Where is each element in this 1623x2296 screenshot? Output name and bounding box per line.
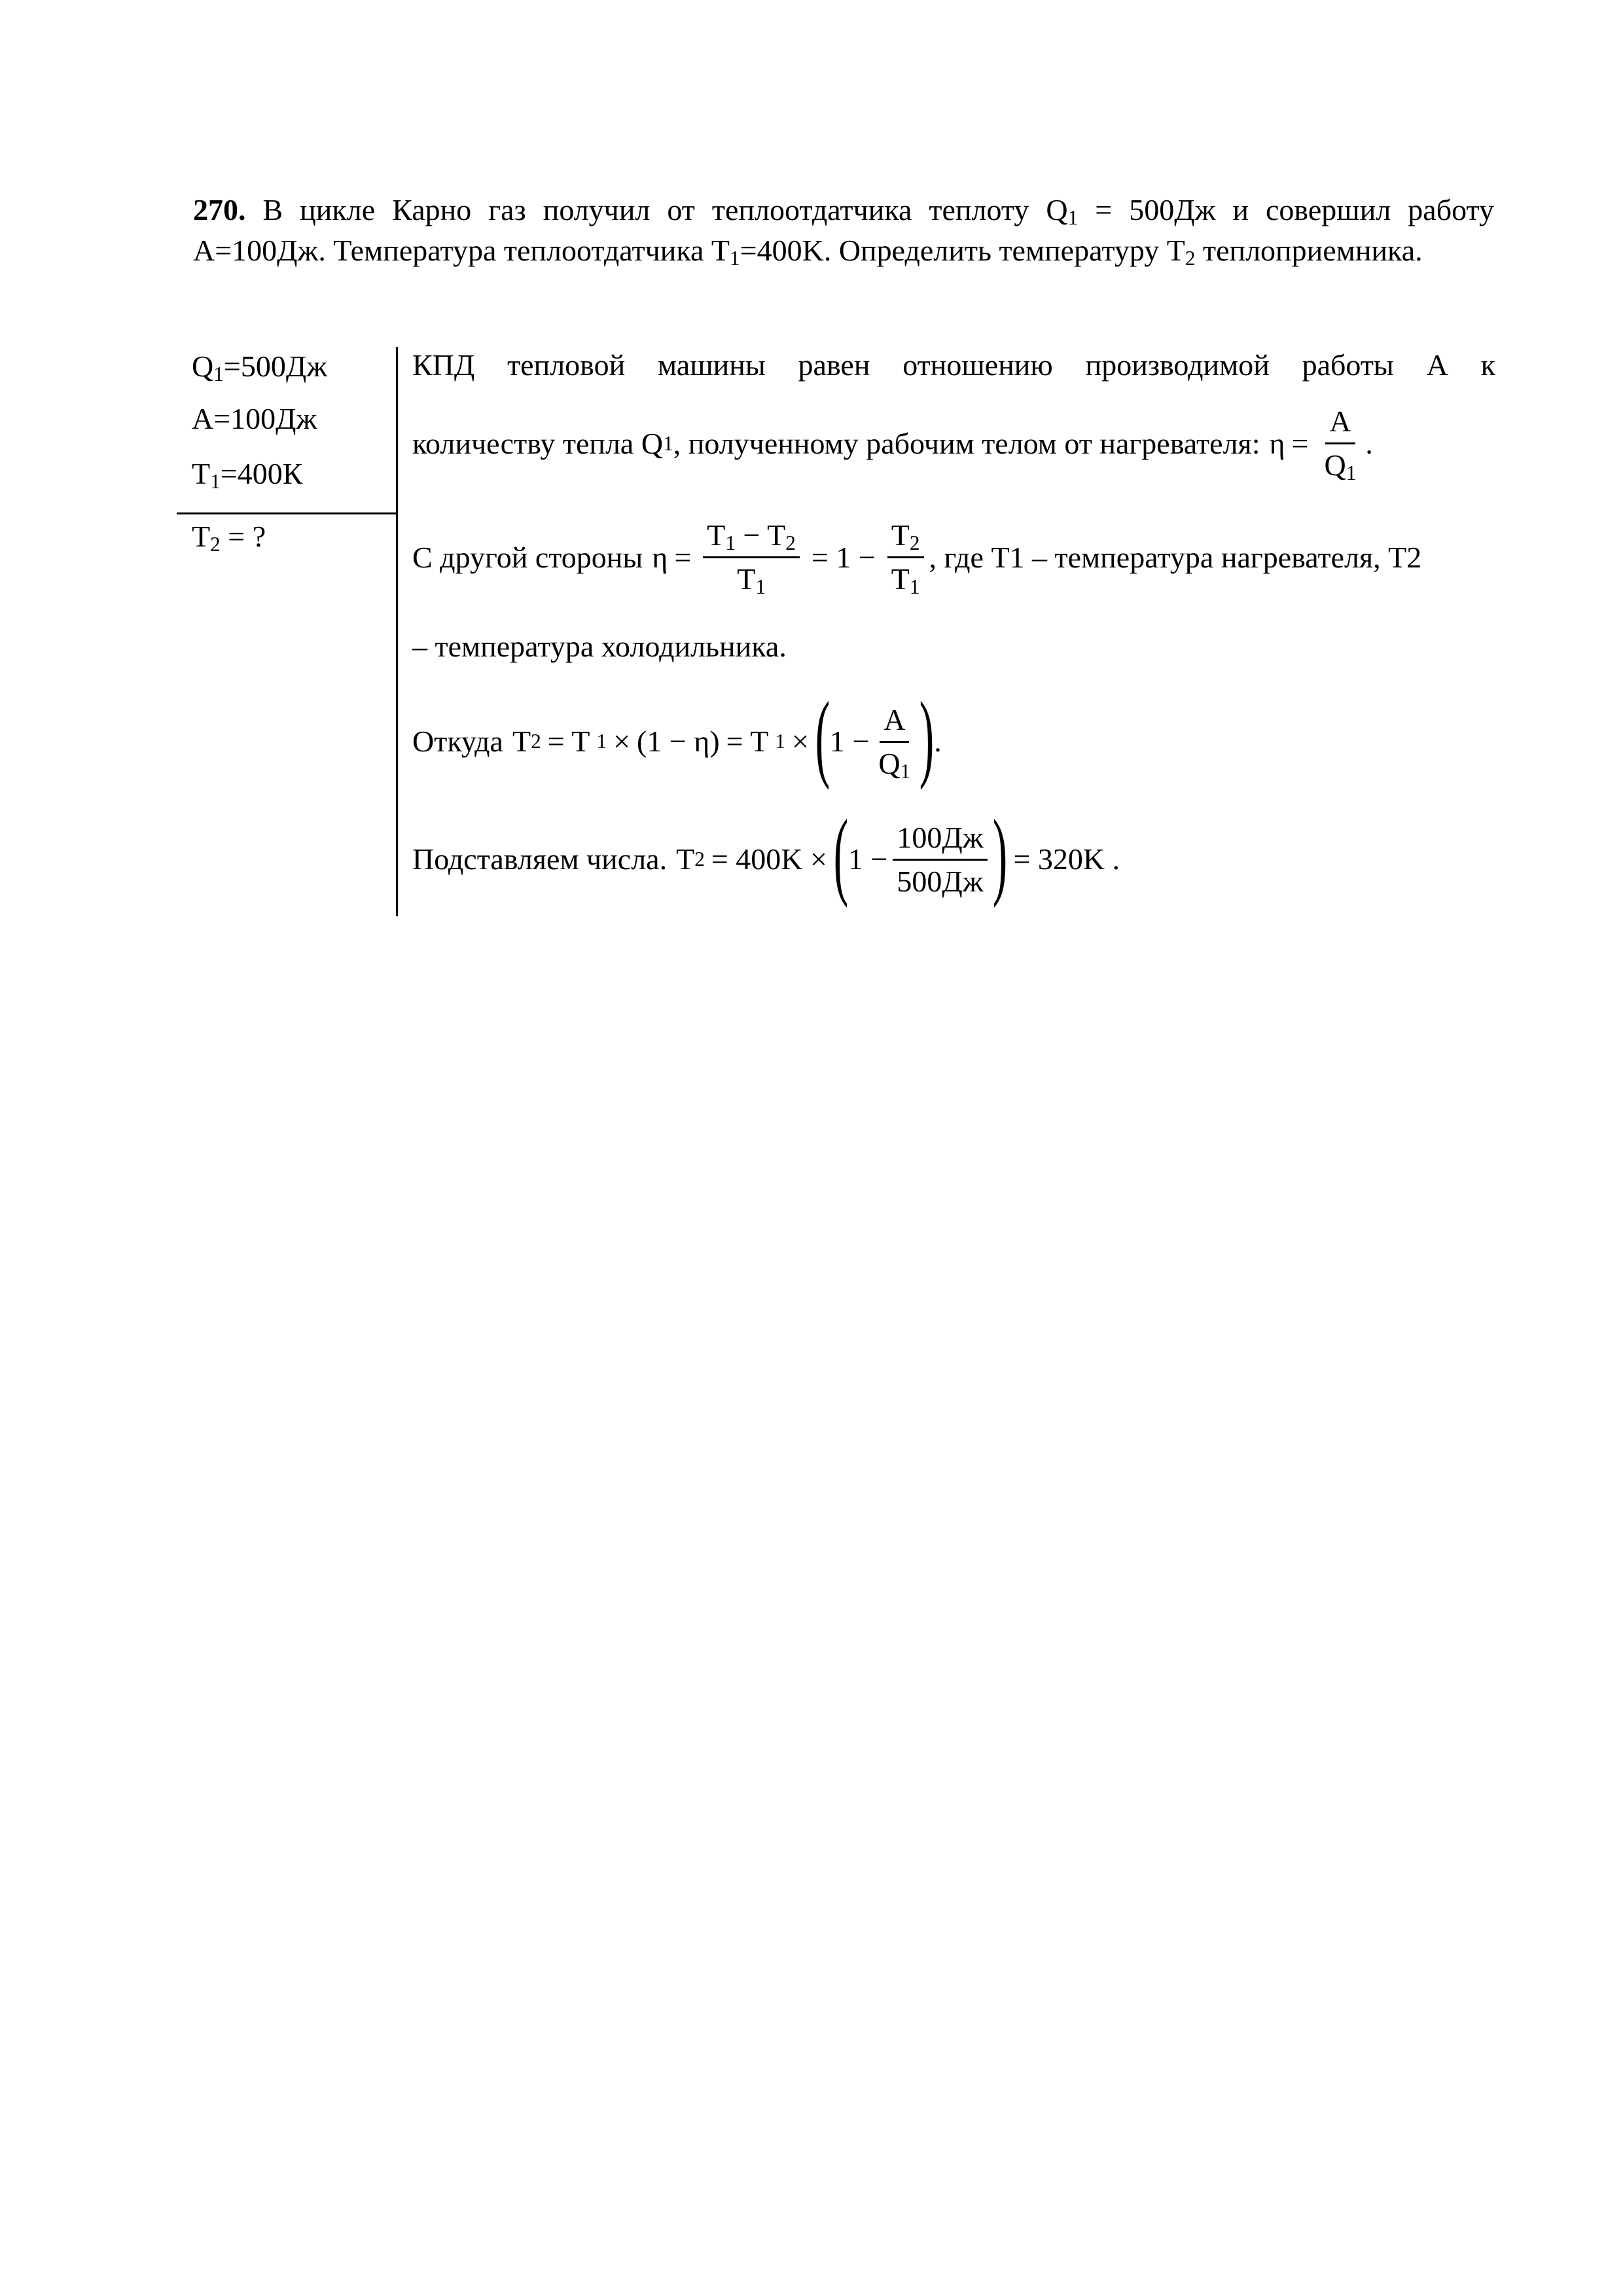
equals-sign-2: = — [674, 540, 692, 574]
equals-one-minus: = 1 − — [811, 540, 876, 574]
given-divider-vertical — [396, 347, 398, 916]
problem-text-b: = 500Дж и совершил работу А=100Дж. Температура теплоотдатчика T — [193, 193, 1495, 267]
den5-q: Q — [878, 746, 901, 780]
right-paren: ) — [919, 682, 935, 791]
period: . — [1365, 426, 1373, 460]
problem-text-a: В цикле Карно газ получил от теплоотдатчика теплоту Q — [245, 193, 1068, 226]
right-paren-2: ) — [992, 800, 1007, 908]
equals-sign: = — [1291, 426, 1309, 460]
given-t2-value: = ? — [220, 520, 266, 553]
problem-sub-a: 1 — [1067, 206, 1079, 229]
given-q1-symbol: Q — [192, 350, 214, 383]
problem-text-c: =400K. Определить температуру T — [740, 234, 1185, 267]
fraction-denominator — [1321, 444, 1361, 482]
solution-text-3b: , где T1 – температура нагревателя, T2 — [929, 540, 1422, 574]
equals-t1-2: = T — [726, 725, 769, 758]
solution-line-1 — [412, 347, 1495, 384]
den3-t1-sub: 1 — [909, 575, 920, 598]
den-t1: T — [737, 562, 756, 596]
period-2: . — [934, 725, 942, 758]
solution-line-6: Подставляем числа. T 2 = 400K × ( 1 − $\frac{100Дж}{500Дж}$ ) = 320K . — [412, 800, 1120, 908]
times-sign-2: × — [792, 725, 809, 758]
result-320k: = 320K . — [1013, 842, 1120, 876]
t2-symbol-2: T — [676, 842, 695, 876]
num3-t2-sub: 2 — [909, 531, 920, 554]
num-minus: − — [736, 518, 768, 552]
num-t1: T — [707, 518, 726, 552]
solution-line-5: Откуда T 2 = T 1 × (1 − η) = T 1 × ( 1 − $\frac{A}{Q_1}$ ) . — [412, 682, 942, 791]
num-t2-sub: 2 — [785, 531, 796, 554]
solution-text-4: – температура холодильника. — [412, 630, 787, 663]
denominator-symbol: Q — [1324, 448, 1346, 482]
fraction-numerator: A — [1325, 404, 1355, 444]
num-t2: T — [767, 518, 786, 552]
fraction-denominator-5 — [874, 743, 914, 781]
solution-line-4 — [412, 628, 1495, 665]
denominator-sub: 1 — [1346, 461, 1357, 484]
fraction-numerator-3 — [887, 518, 924, 558]
one-minus: 1 − — [829, 725, 870, 758]
given-t1-sub: 1 — [210, 469, 221, 493]
solution-text-2b: , полученному рабочим телом от нагревателя: — [673, 426, 1260, 460]
den5-sub: 1 — [900, 759, 911, 783]
fraction-t1-minus-t2-over-t1 — [703, 518, 800, 596]
solution-text-5a: Откуда — [412, 725, 503, 758]
given-q1 — [192, 348, 327, 385]
den3-t1: T — [891, 562, 910, 596]
given-q1-sub: 1 — [213, 362, 224, 386]
solution-line-3 — [412, 518, 1495, 596]
given-a — [192, 401, 317, 437]
solution-text-2a: количеству тепла Q — [412, 426, 664, 460]
solution-text-1: КПД тепловой машины равен отношению производимой работы А к — [412, 348, 1495, 382]
eta-symbol: η — [1269, 426, 1285, 460]
given-t2-unknown — [192, 518, 266, 555]
fraction-denominator-6: 500Дж — [897, 864, 984, 898]
problem-number: 270. — [193, 193, 246, 226]
left-paren: ( — [815, 682, 830, 791]
given-a-value: А=100Дж — [192, 402, 317, 435]
solution-text-6a: Подставляем числа. — [412, 842, 668, 876]
times-sign: × — [613, 725, 631, 758]
problem-text-d: теплоприемника. — [1195, 234, 1423, 267]
fraction-denominator-3 — [887, 558, 924, 596]
given-divider-horizontal — [177, 512, 397, 514]
eta-symbol-2: η — [652, 540, 668, 574]
given-t2-symbol: T — [192, 520, 211, 553]
problem-statement — [193, 190, 1494, 271]
fraction-t2-over-t1 — [887, 518, 924, 596]
fraction-numerator-5: A — [880, 703, 909, 743]
given-t1-symbol: T — [192, 457, 211, 490]
num3-t2: T — [891, 518, 910, 552]
problem-sub-b: 1 — [730, 246, 740, 270]
solution-line-2: количеству тепла Q 1 , полученному рабочим телом от нагревателя: η = $\frac{A}{Q_1}$ . — [412, 404, 1373, 484]
left-paren-2: ( — [833, 800, 849, 908]
fraction-100-over-500 — [893, 821, 987, 899]
given-t2-sub: 2 — [210, 532, 221, 556]
fraction-a-over-q1 — [1321, 404, 1361, 482]
given-t1 — [192, 456, 302, 492]
given-q1-value: =500Дж — [223, 350, 327, 383]
num-t1-sub: 1 — [725, 531, 736, 554]
fraction-numerator-6: 100Дж — [893, 821, 987, 861]
solution-text-3a: С другой стороны — [412, 540, 643, 574]
problem-sub-c: 2 — [1185, 246, 1196, 270]
fraction-numerator-2 — [703, 518, 800, 558]
given-t1-value: =400К — [220, 457, 303, 490]
equals-400k-times: = 400K × — [711, 842, 827, 876]
equals-t1: = T — [547, 725, 590, 758]
fraction-a-over-q1-2 — [874, 703, 914, 781]
one-minus-eta: (1 − η) — [637, 725, 720, 758]
den-t1-sub: 1 — [755, 575, 766, 598]
t2-symbol: T — [512, 725, 531, 758]
one-minus-2: 1 − — [847, 842, 888, 876]
fraction-denominator-2 — [733, 558, 770, 596]
